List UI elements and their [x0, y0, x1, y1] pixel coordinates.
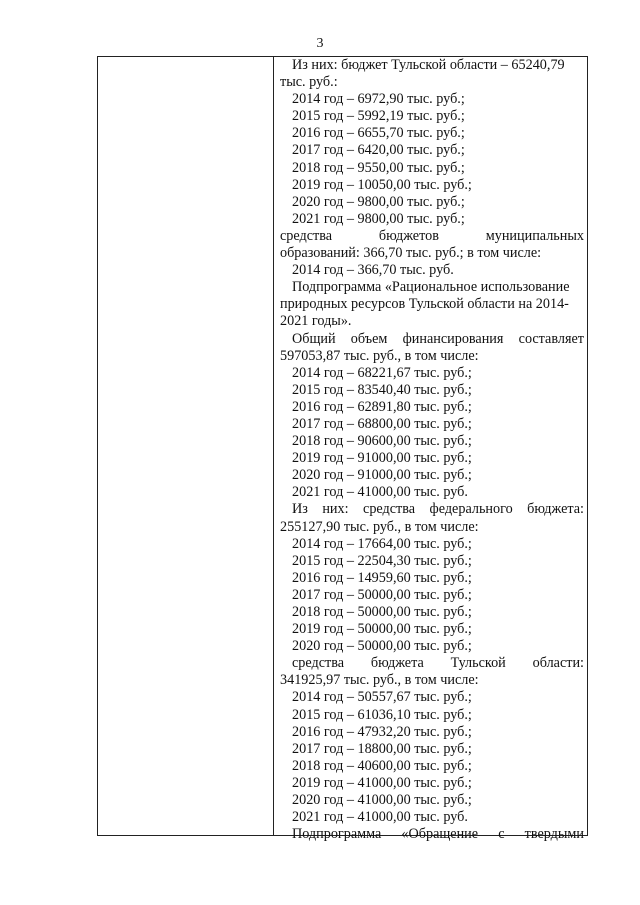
table-left-column: [98, 57, 274, 835]
line-word: «Обращение: [401, 826, 479, 843]
text-line: 2021 год – 41000,00 тыс. руб.: [292, 809, 468, 826]
line-word: объем: [350, 330, 388, 347]
line-word: Из: [292, 501, 308, 518]
text-line: тыс. руб.:: [280, 74, 338, 91]
line-word: твердыми: [524, 826, 584, 843]
text-line: 255127,90 тыс. руб., в том числе:: [280, 518, 479, 535]
text-line: 2019 год – 91000,00 тыс. руб.;: [292, 450, 472, 467]
text-line: 2016 год – 47932,20 тыс. руб.;: [292, 723, 472, 740]
line-word: Тульской: [450, 655, 506, 672]
text-line: 2019 год – 50000,00 тыс. руб.;: [292, 621, 472, 638]
text-line: 2021 годы».: [280, 313, 352, 330]
text-line: 2015 год – 61036,10 тыс. руб.;: [292, 706, 472, 723]
line-word: области:: [532, 655, 584, 672]
text-line: 2017 год – 50000,00 тыс. руб.;: [292, 586, 472, 603]
text-line: 2019 год – 41000,00 тыс. руб.;: [292, 774, 472, 791]
line-word: средства: [363, 501, 416, 518]
text-line: 2020 год – 9800,00 тыс. руб.;: [292, 193, 465, 210]
text-line: 2018 год – 9550,00 тыс. руб.;: [292, 159, 465, 176]
text-line: [280, 228, 584, 245]
text-line: 2014 год – 17664,00 тыс. руб.;: [292, 535, 472, 552]
text-line: 597053,87 тыс. руб., в том числе:: [280, 347, 479, 364]
line-word: них:: [322, 501, 349, 518]
text-line: 2014 год – 68221,67 тыс. руб.;: [292, 364, 472, 381]
text-line: 2019 год – 10050,00 тыс. руб.;: [292, 176, 472, 193]
text-line: 2020 год – 91000,00 тыс. руб.;: [292, 467, 472, 484]
line-word: муниципальных: [485, 227, 584, 244]
text-line: 2020 год – 41000,00 тыс. руб.;: [292, 792, 472, 809]
text-line: 2018 год – 40600,00 тыс. руб.;: [292, 757, 472, 774]
text-line: образований: 366,70 тыс. руб.; в том числе:: [280, 245, 542, 262]
text-line: 341925,97 тыс. руб., в том числе:: [280, 672, 479, 689]
text-line: [280, 826, 584, 843]
table-right-column: [280, 57, 584, 843]
text-line: 2016 год – 62891,80 тыс. руб.;: [292, 398, 472, 415]
text-line: [280, 501, 584, 518]
page-number: 3: [316, 36, 324, 51]
program-table: [97, 56, 588, 843]
line-word: бюджета:: [527, 501, 584, 518]
text-line: 2015 год – 22504,30 тыс. руб.;: [292, 552, 472, 569]
line-word: средства: [280, 227, 333, 244]
text-line: Из них: бюджет Тульской области – 65240,79: [292, 57, 565, 73]
text-line: 2014 год – 366,70 тыс. руб.: [292, 262, 454, 279]
text-line: природных ресурсов Тульской области на 2014-: [280, 296, 569, 313]
text-line: 2016 год – 14959,60 тыс. руб.;: [292, 569, 472, 586]
line-word: бюджетов: [378, 227, 439, 244]
text-line: 2018 год – 90600,00 тыс. руб.;: [292, 433, 472, 450]
text-line: 2018 год – 50000,00 тыс. руб.;: [292, 604, 472, 620]
text-line: [280, 331, 584, 348]
text-line: 2021 год – 41000,00 тыс. руб.: [292, 484, 468, 501]
line-word: Подпрограмма: [292, 826, 382, 843]
text-line: 2015 год – 83540,40 тыс. руб.;: [292, 381, 472, 398]
text-line: 2017 год – 6420,00 тыс. руб.;: [292, 142, 465, 159]
text-line: 2021 год – 9800,00 тыс. руб.;: [292, 210, 465, 227]
line-word: составляет: [518, 330, 584, 347]
line-word: федерального: [429, 501, 513, 518]
text-line: Подпрограмма «Рациональное использование: [292, 279, 570, 296]
text-line: 2015 год – 5992,19 тыс. руб.;: [292, 108, 465, 125]
text-line: 2017 год – 18800,00 тыс. руб.;: [292, 740, 472, 757]
line-word: бюджета: [370, 655, 424, 672]
text-line: 2014 год – 50557,67 тыс. руб.;: [292, 689, 472, 706]
text-line: 2020 год – 50000,00 тыс. руб.;: [292, 638, 472, 655]
line-word: финансирования: [402, 330, 504, 347]
text-line: 2016 год – 6655,70 тыс. руб.;: [292, 125, 465, 142]
line-word: Общий: [292, 330, 336, 347]
text-line: [280, 655, 584, 672]
text-line: 2014 год – 6972,90 тыс. руб.;: [292, 91, 465, 108]
text-line: 2017 год – 68800,00 тыс. руб.;: [292, 415, 472, 432]
line-word: средства: [292, 655, 345, 672]
line-word: с: [498, 826, 505, 843]
